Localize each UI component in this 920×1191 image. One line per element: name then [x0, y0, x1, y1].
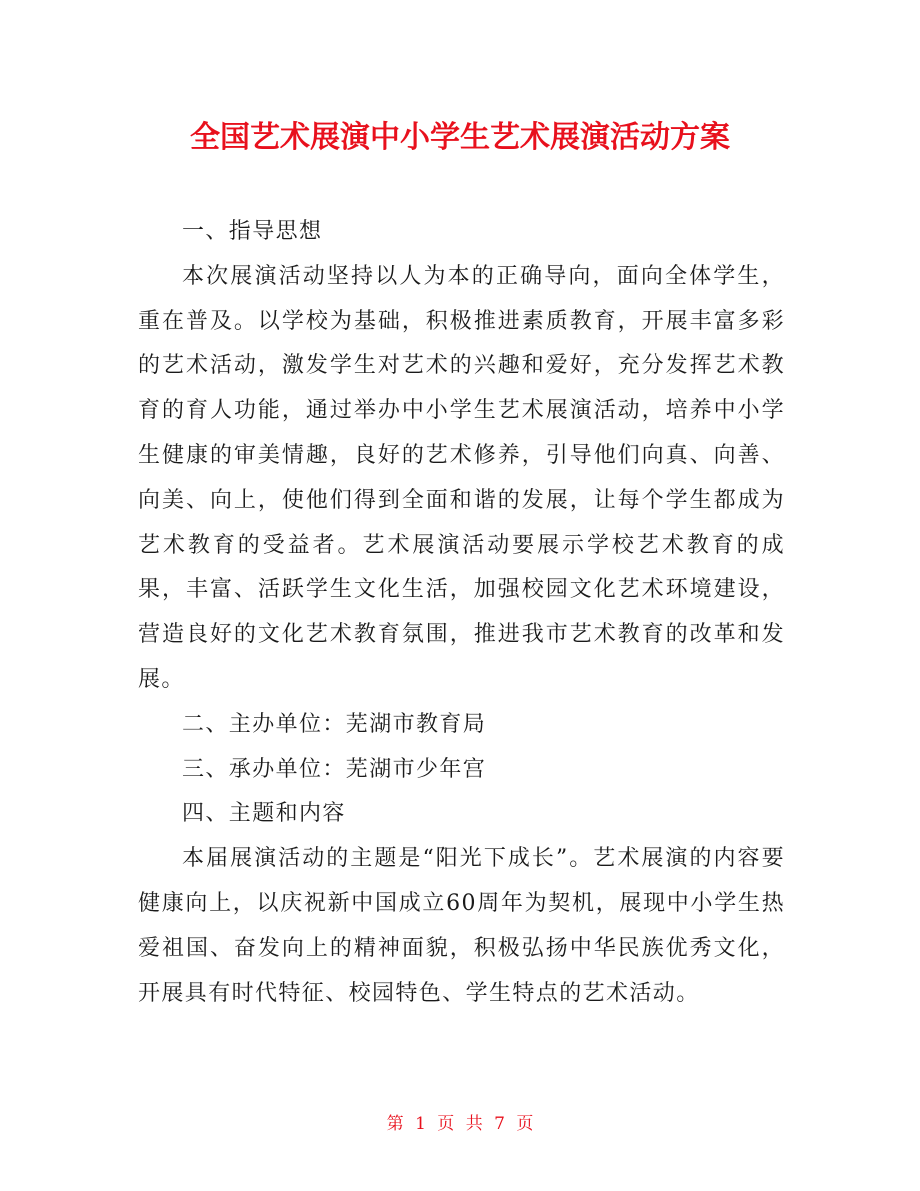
page-number-footer: 第 1 页 共 7 页 — [386, 1114, 534, 1134]
paragraph-guiding-ideology: 本次展演活动坚持以人为本的正确导向，面向全体学生，重在普及。以学校为基础，积极推进素质教育，开展丰富多彩的艺术活动，激发学生对艺术的兴趣和爱好，充分发挥艺术教育的育人功能，通过举办中小学生艺术展演活动，培养中小学生健康的审美情趣，良好的艺术修养，引导他们向真、向善、向美、向上，使他们得到全面和谐的发展，让每个学生都成为艺术教育的受益者。艺术展演活动要展示学校艺术教育的成果，丰富、活跃学生文化生活，加强校园文化艺术环境建设，营造良好的文化艺术教育氛围，推进我市艺术教育的改革和发展。 — [138, 263, 785, 692]
document-title: 全国艺术展演中小学生艺术展演活动方案 — [190, 120, 730, 155]
paragraph-theme: 本届展演活动的主题是“阳光下成长”。艺术展演的内容要健康向上，以庆祝新中国成立60周年为契机，展现中小学生热爱祖国、奋发向上的精神面貌，积极弘扬中华民族优秀文化，开展具有时代特征、校园特色、学生特点的艺术活动。 — [138, 846, 785, 1006]
section-heading-guiding-ideology: 一、指导思想 — [182, 219, 323, 244]
document-body — [138, 210, 785, 1016]
section-heading-theme: 四、主题和内容 — [182, 801, 346, 827]
section-heading-organizer: 二、主办单位：芜湖市教育局 — [182, 711, 487, 737]
section-heading-host: 三、承办单位：芜湖市少年宫 — [182, 756, 487, 782]
